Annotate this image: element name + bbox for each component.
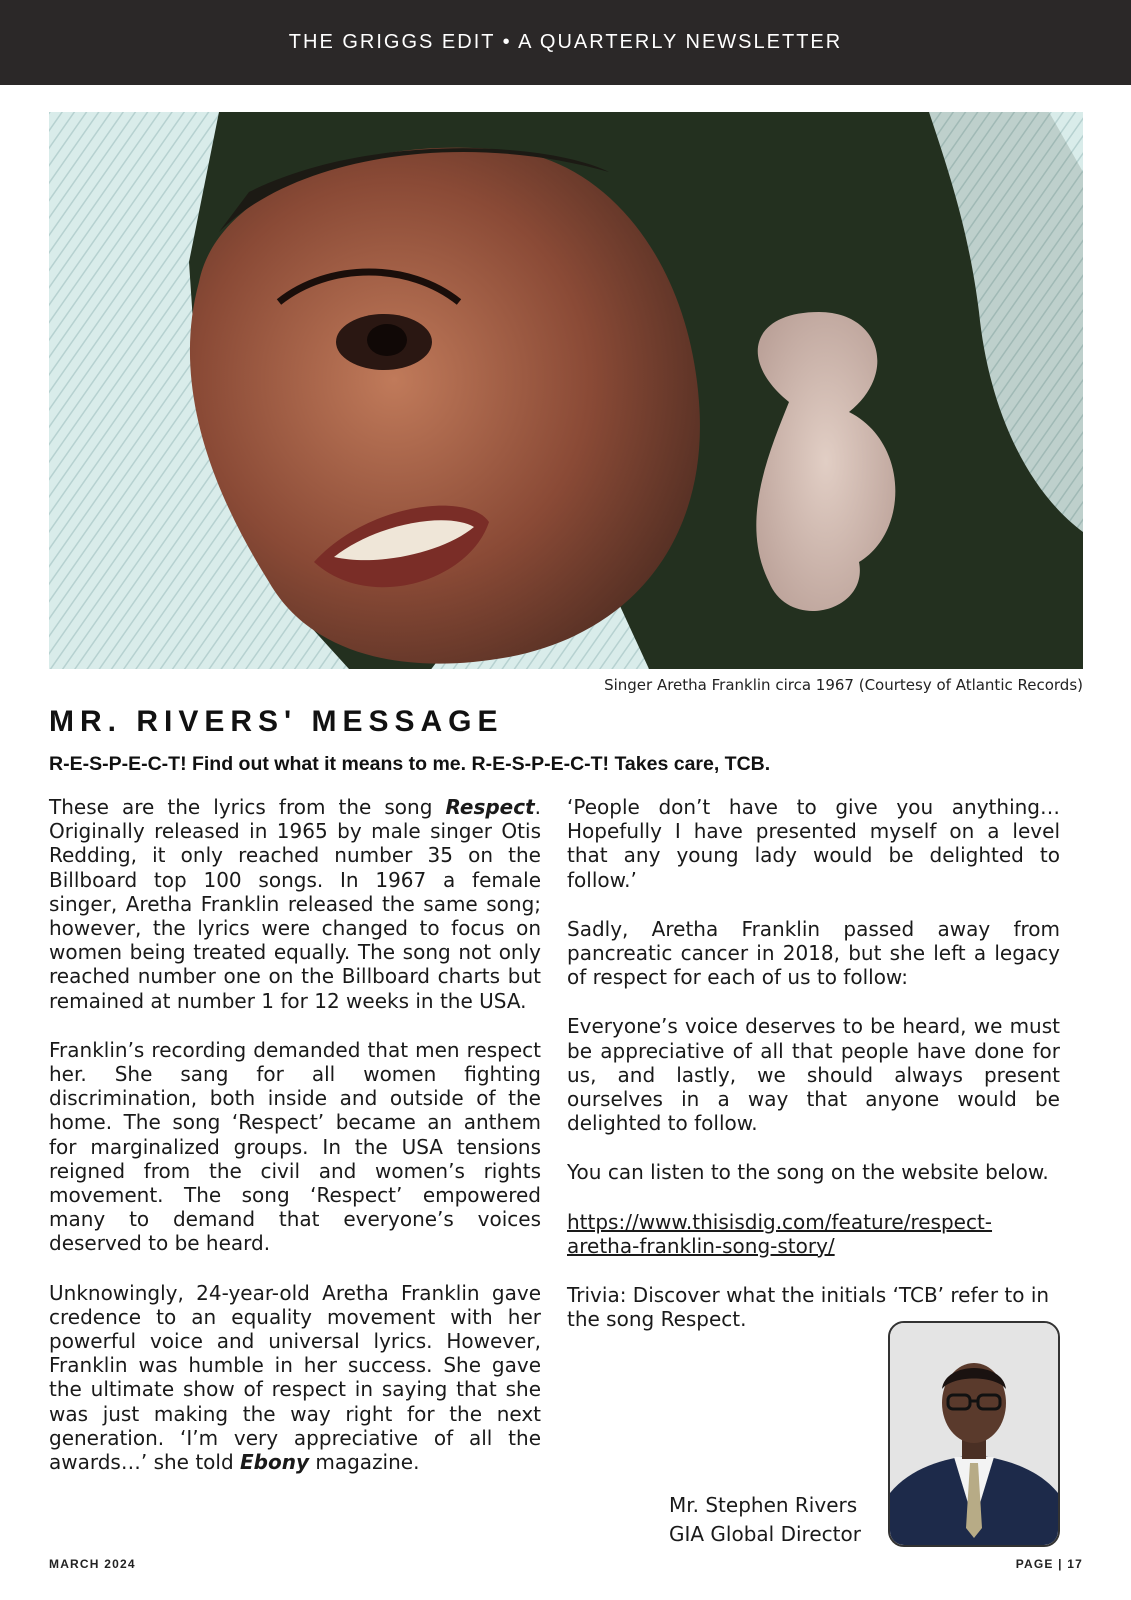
author-role: GIA Global Director <box>669 1522 861 1546</box>
article-subtitle: R-E-S-P-E-C-T! Find out what it means to me. R-E-S-P-E-C-T! Takes care, TCB. <box>49 753 771 775</box>
listen-paragraph: You can listen to the song on the website below. <box>567 1160 1049 1185</box>
article-title: MR. RIVERS' MESSAGE <box>49 705 504 738</box>
paragraph-1: These are the lyrics from the song Respect. Originally released in 1965 by male singer Otis Redding, it only reached number 35 on the Billboard top 100 songs. In 1967 a female singer, Aretha Franklin released the same song; however, the lyrics were changed to focus on women being treated equally. The song not only reached number one on the Billboard charts but remained at number 1 for 12 weeks in the USA. <box>49 795 541 1013</box>
author-portrait <box>888 1321 1060 1547</box>
song-story-link[interactable]: https://www.thisisdig.com/feature/respect-aretha-franklin-song-story/ <box>567 1209 993 1258</box>
footer-page-number: PAGE | 17 <box>1015 1557 1083 1571</box>
article-left-column <box>49 795 541 1499</box>
hero-photo-aretha-franklin <box>49 112 1083 669</box>
author-signature <box>669 1491 861 1549</box>
song-link-paragraph <box>567 1210 1060 1258</box>
legacy-paragraph: Sadly, Aretha Franklin passed away from pancreatic cancer in 2018, but she left a legacy of respect for each of us to follow: <box>567 916 1060 990</box>
quote-paragraph: ‘People don’t have to give you anything… Hopefully I have presented myself on a level that any young lady would be delighted to follow.’ <box>567 795 1060 892</box>
song-title-emphasis: Respect <box>445 795 535 819</box>
paragraph-2: Franklin’s recording demanded that men respect her. She sang for all women fighting discrimination, both inside and outside of the home. The song ‘Respect’ became an anthem for marginalized groups. In the USA tensions reigned from the civil and women’s rights movement. The song ‘Respect’ empowered many to demand that everyone’s voices deserved to be heard. <box>49 1037 541 1256</box>
author-name: Mr. Stephen Rivers <box>669 1493 858 1517</box>
trivia-paragraph: Trivia: Discover what the initials ‘TCB’ refer to in the song Respect. <box>567 1283 1050 1332</box>
magazine-name-emphasis: Ebony <box>240 1450 310 1475</box>
newsletter-header-bar <box>0 0 1131 85</box>
lessons-paragraph: Everyone’s voice deserves to be heard, we must be appreciative of all that people have done for us, and lastly, we should always present ourselves in a way that anyone would be delighted to follow. <box>567 1014 1060 1136</box>
article-right-column <box>567 795 1060 1356</box>
newsletter-title: THE GRIGGS EDIT • A QUARTERLY NEWSLETTER <box>288 31 843 53</box>
footer-date: MARCH 2024 <box>49 1557 136 1571</box>
paragraph-3: Unknowingly, 24-year-old Aretha Franklin gave credence to an equality movement with her powerful voice and universal lyrics. However, Franklin was humble in her success. She gave the ultimate show of respect in saying that she was just making the way right for the next generation. ‘I’m very appreciative of all the awards…’ she told Ebony magazine. <box>49 1280 541 1475</box>
hero-photo-caption: Singer Aretha Franklin circa 1967 (Courtesy of Atlantic Records) <box>604 676 1083 694</box>
